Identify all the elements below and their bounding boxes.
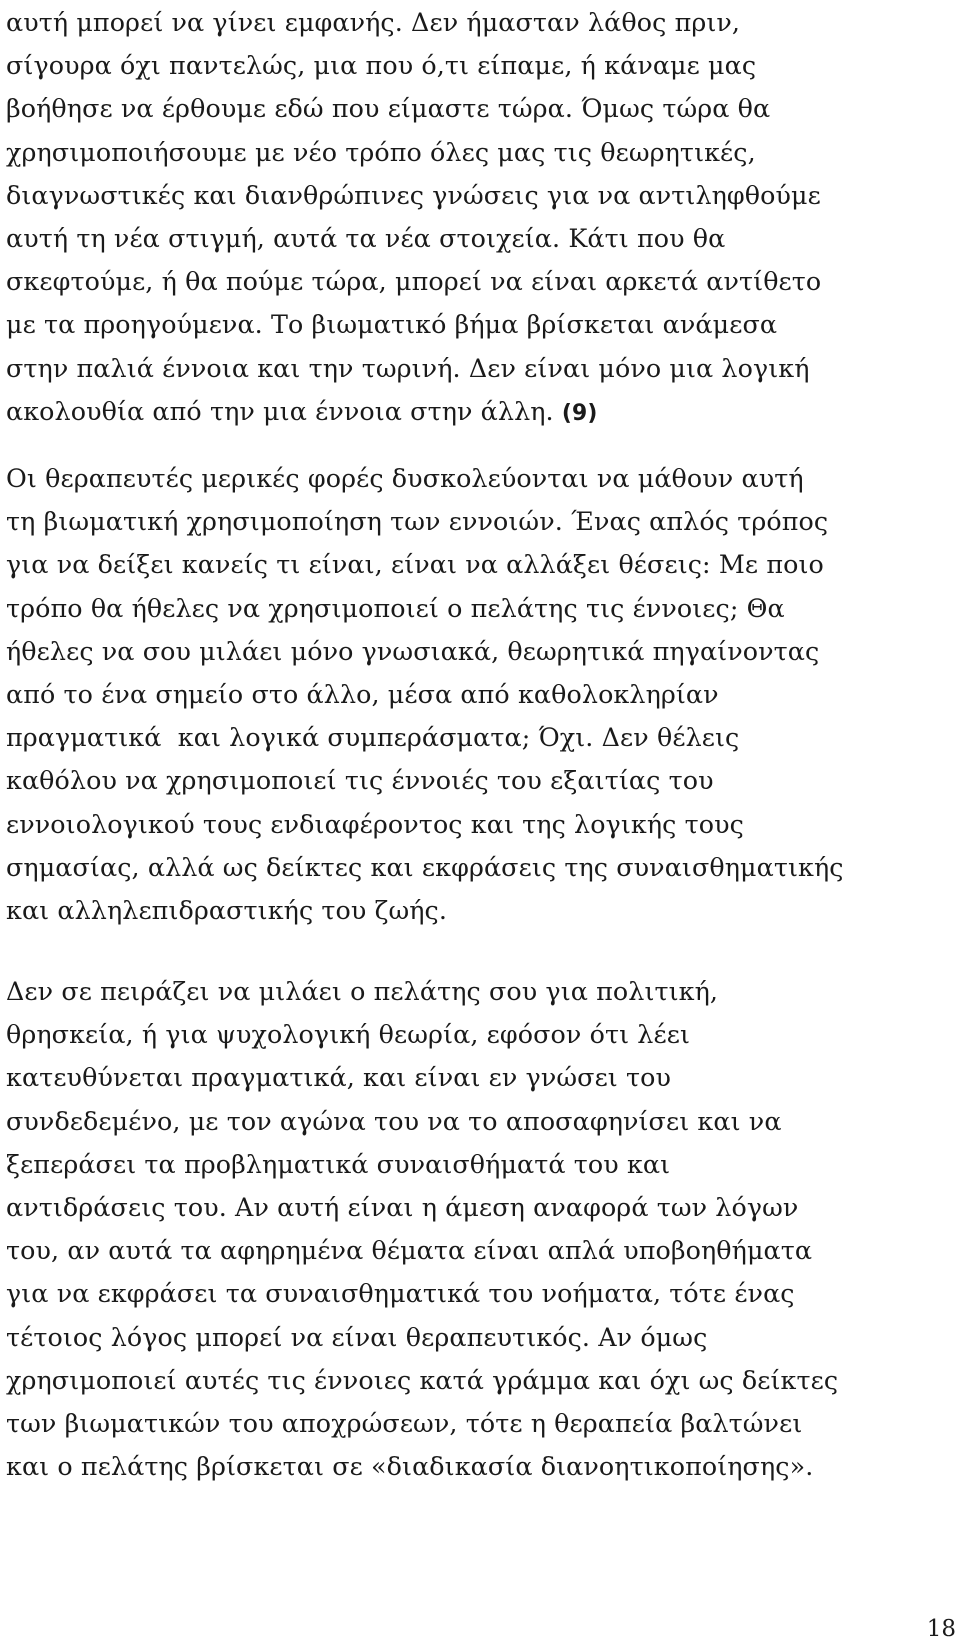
text-line: χρησιμοποιήσουμε με νέο τρόπο όλες μας τις θεωρητικές, xyxy=(6,137,756,168)
text-line: στην παλιά έννοια και την τωρινή. Δεν είναι μόνο μια λογική xyxy=(6,353,810,384)
text-line: βοήθησε να έρθουμε εδώ που είμαστε τώρα. Όμως τώρα θα xyxy=(6,94,771,125)
text-line: σημασίας, αλλά ως δείκτες και εκφράσεις της συναισθηματικής xyxy=(6,852,844,883)
text-line: συνδεδεμένο, με τον αγώνα του να το αποσαφηνίσει και να xyxy=(6,1106,782,1137)
text-line: εννοιολογικού τους ενδιαφέροντος και της λογικής τους xyxy=(6,809,744,840)
text-line: τη βιωματική χρησιμοποίηση των εννοιών. Ένας απλός τρόπος xyxy=(6,507,829,538)
text-line: Δεν σε πειράζει να μιλάει ο πελάτης σου για πολιτική, xyxy=(6,977,719,1007)
text-line: από το ένα σημείο στο άλλο, μέσα από καθολοκληρίαν xyxy=(6,680,719,711)
text-line: θρησκεία, ή για ψυχολογική θεωρία, εφόσον ότι λέει xyxy=(6,1020,690,1051)
text-line: αντιδράσεις του. Αν αυτή είναι η άμεση αναφορά των λόγων xyxy=(6,1193,799,1224)
text-line: και ο πελάτης βρίσκεται σε «διαδικασία διανοητικοποίησης». xyxy=(6,1452,814,1483)
citation-marker: (9) xyxy=(561,400,598,426)
text-line: αυτή μπορεί να γίνει εμφανής. Δεν ήμασταν λάθος πριν, xyxy=(6,8,741,38)
text-line: τρόπο θα ήθελες να χρησιμοποιεί ο πελάτης τις έννοιες; Θα xyxy=(6,593,785,624)
paragraph-2 xyxy=(6,458,956,933)
text-line: για να δείξει κανείς τι είναι, είναι να αλλάξει θέσεις: Με ποιο xyxy=(6,550,824,581)
text-line: σίγουρα όχι παντελώς, μια που ό,τι είπαμε, ή κάναμε μας xyxy=(6,51,757,82)
text-line: ήθελες να σου μιλάει μόνο γνωσιακά, θεωρητικά πηγαίνοντας xyxy=(6,636,820,667)
text-line: καθόλου να χρησιμοποιεί τις έννοιές του εξαιτίας του xyxy=(6,766,714,797)
text-line: με τα προηγούμενα. Το βιωματικό βήμα βρίσκεται ανάμεσα xyxy=(6,310,778,341)
text-line: για να εκφράσει τα συναισθηματικά του νοήματα, τότε ένας xyxy=(6,1279,795,1310)
text-line: Οι θεραπευτές μερικές φορές δυσκολεύονται να μάθουν αυτή xyxy=(6,464,804,494)
page-number: 18 xyxy=(926,1616,956,1642)
text-line: σκεφτούμε, ή θα πούμε τώρα, μπορεί να είναι αρκετά αντίθετο xyxy=(6,267,822,298)
text-line: διαγνωστικές και διανθρώπινες γνώσεις για να αντιληφθούμε xyxy=(6,180,821,211)
text-line: πραγματικά και λογικά συμπεράσματα; Όχι. Δεν θέλεις xyxy=(6,723,740,754)
text-line: τέτοιος λόγος μπορεί να είναι θεραπευτικός. Αν όμως xyxy=(6,1322,708,1353)
text-line: των βιωματικών του αποχρώσεων, τότε η θεραπεία βαλτώνει xyxy=(6,1409,803,1440)
text-line: και αλληλεπιδραστικής του ζωής. xyxy=(6,896,447,927)
text-line: χρησιμοποιεί αυτές τις έννοιες κατά γράμμα και όχι ως δείκτες xyxy=(6,1365,839,1396)
paragraph-3 xyxy=(6,971,956,1489)
text-line: αυτή τη νέα στιγμή, αυτά τα νέα στοιχεία. Κάτι που θα xyxy=(6,224,726,255)
text-line: ξεπεράσει τα προβληματικά συναισθήματά του και xyxy=(6,1149,671,1180)
text-line: κατευθύνεται πραγματικά, και είναι εν γνώσει του xyxy=(6,1063,672,1094)
text-line-with-citation xyxy=(6,391,951,435)
text-segment: ακολουθία από την μια έννοια στην άλλη. xyxy=(6,396,554,427)
paragraph-1 xyxy=(6,2,956,435)
text-line: του, αν αυτά τα αφηρημένα θέματα είναι απλά υποβοηθήματα xyxy=(6,1236,813,1267)
